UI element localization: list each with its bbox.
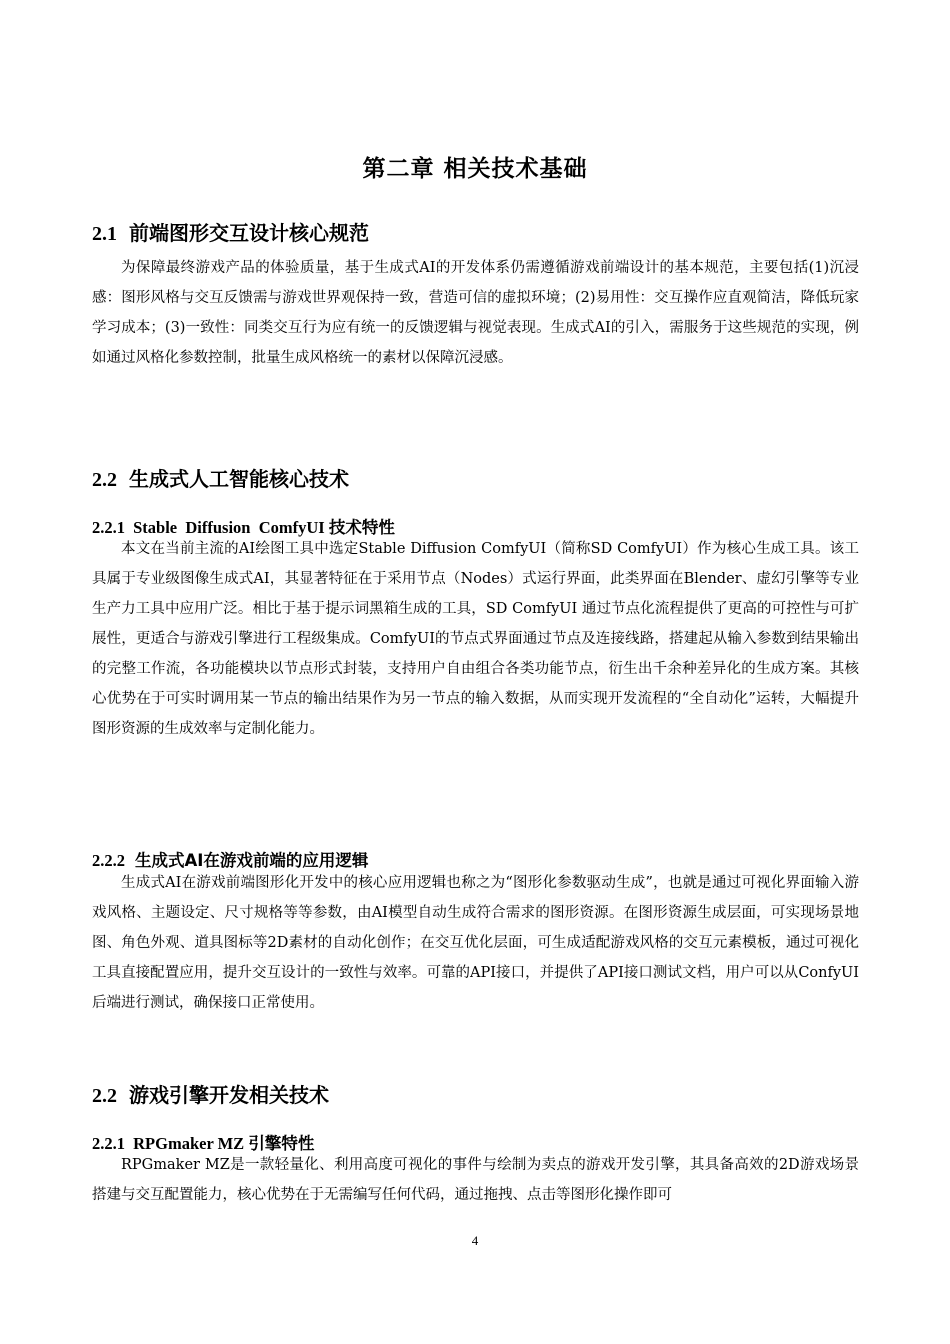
subsection-title-cjk: 技术特性 bbox=[328, 518, 395, 537]
section-heading-2-2-engine bbox=[92, 1079, 329, 1108]
subsection-paragraph: RPGmaker MZ是一款轻量化、利用高度可视化的事件与绘制为卖点的游戏开发引擎，其具备高效的2D游戏场景搭建与交互配置能力，核心优势在于无需编写任何代码，通过拖拽、点击等图形化操作即可 bbox=[92, 1157, 859, 1203]
subsection-number: 2.2.2 bbox=[92, 851, 125, 870]
subsection-paragraph: 生成式AI在游戏前端图形化开发中的核心应用逻辑也称之为“图形化参数驱动生成”，也就是通过可视化界面输入游戏风格、主题设定、尺寸规格等等参数，由AI模型自动生成符合需求的图形资源。在图形资源生成层面，可实现场景地图、角色外观、道具图标等2D素材的自动化创作；在交互优化层面，可生成适配游戏风格的交互元素模板，通过可视化工具直接配置应用，提升交互设计的一致性与效率。可靠的API接口，并提供了API接口测试文档，用户可以从ConfyUI后端进行测试，确保接口正常使用。 bbox=[92, 875, 859, 1011]
section-number: 2.2 bbox=[92, 469, 117, 491]
subsection-paragraph: 本文在当前主流的AI绘图工具中选定Stable Diffusion ComfyUI（简称SD ComfyUI）作为核心生成工具。该工具属于专业级图像生成式AI，其显著特征在于采用节点（Nodes）式运行界面，此类界面在Blender、虚幻引擎等专业生产力工具中应用广泛。相比于基于提示词黑箱生成的工具，SD ComfyUI 通过节点化流程提供了更高的可控性与可扩展性，更适合与游戏引擎进行工程级集成。ComfyUI的节点式界面通过节点及连接线路，搭建起从输入参数到结果输出的完整工作流，各功能模块以节点形式封装，支持用户自由组合各类功能节点，衍生出千余种差异化的生成方案。其核心优势在于可实时调用某一节点的输出结果作为另一节点的输入数据，从而实现开发流程的“全自动化”运转，大幅提升图形资源的生成效率与定制化能力。 bbox=[92, 541, 859, 737]
section-heading-2-2 bbox=[92, 463, 349, 492]
page-number: 4 bbox=[471, 1233, 479, 1248]
section-title: 生成式人工智能核心技术 bbox=[129, 467, 349, 491]
subsection-number: 2.2.1 bbox=[92, 518, 125, 537]
section-number: 2.2 bbox=[92, 1085, 117, 1107]
subsection-number: 2.2.1 bbox=[92, 1134, 125, 1153]
chapter-title: 第二章 相关技术基础 bbox=[362, 156, 588, 182]
section-paragraph: 为保障最终游戏产品的体验质量，基于生成式AI的开发体系仍需遵循游戏前端设计的基本规范，主要包括(1)沉浸感：图形风格与交互反馈需与游戏世界观保持一致，营造可信的虚拟环境；(2)易用性：交互操作应直观简洁，降低玩家学习成本；(3)一致性：同类交互行为应有统一的反馈逻辑与视觉表现。生成式AI的引入，需服务于这些规范的实现，例如通过风格化参数控制，批量生成风格统一的素材以保障沉浸感。 bbox=[92, 260, 859, 366]
section-title: 前端图形交互设计核心规范 bbox=[129, 221, 369, 245]
subsection-title-latin: RPGmaker MZ bbox=[133, 1134, 245, 1153]
subsection-title-cjk: 引擎特性 bbox=[248, 1134, 315, 1153]
section-heading-2-1 bbox=[92, 217, 369, 246]
section-number: 2.1 bbox=[92, 223, 117, 245]
subsection-title-cjk: 生成式AI在游戏前端的应用逻辑 bbox=[135, 851, 369, 870]
subsection-title-latin: Stable Diffusion ComfyUI bbox=[133, 518, 325, 537]
section-title: 游戏引擎开发相关技术 bbox=[129, 1083, 329, 1107]
